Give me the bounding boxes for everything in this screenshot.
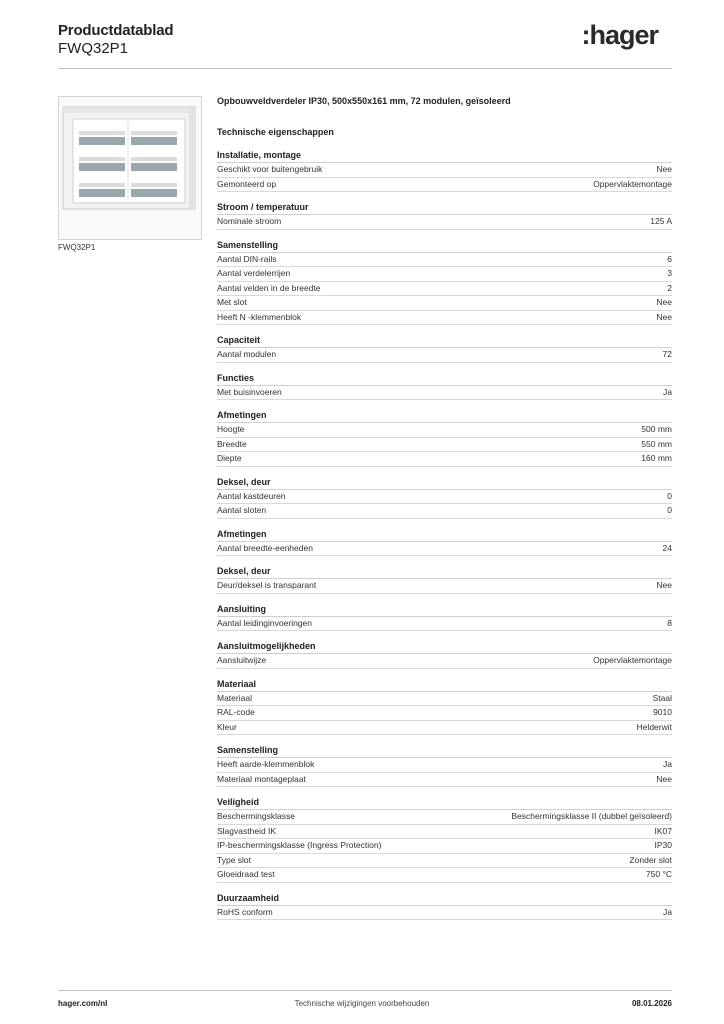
section-title: Aansluiting (217, 602, 672, 617)
spec-row (217, 438, 672, 453)
hager-logo (558, 20, 658, 50)
spec-label: Materiaal montageplaat (217, 773, 306, 784)
spec-value: Ja (663, 759, 672, 769)
distribution-cabinet-image (59, 97, 201, 239)
spec-value: Helderwit (636, 721, 672, 732)
spec-section (217, 639, 672, 669)
spec-section (217, 602, 672, 632)
spec-label: Beschermingsklasse (217, 811, 295, 821)
spec-section (217, 408, 672, 467)
spec-section (217, 891, 672, 921)
spec-sections (217, 148, 672, 920)
spec-label: Heeft N -klemmenblok (217, 311, 302, 322)
section-title: Capaciteit (217, 333, 672, 348)
spec-row (217, 758, 672, 773)
spec-row (217, 868, 672, 883)
section-title: Samenstelling (217, 238, 672, 253)
product-description: Opbouwveldverdeler IP30, 500x550x161 mm, 72 modulen, geïsoleerd (217, 96, 511, 106)
spec-row (217, 348, 672, 363)
spec-value: Oppervlaktemontage (593, 655, 672, 665)
spec-section (217, 743, 672, 787)
product-image-caption: FWQ32P1 (58, 243, 96, 252)
spec-row (217, 773, 672, 788)
spec-row (217, 253, 672, 268)
spec-value: Staal (652, 692, 672, 703)
document-subtitle: FWQ32P1 (58, 40, 129, 57)
spec-section (217, 564, 672, 594)
footer-disclaimer: Technische wijzigingen voorbehouden (294, 999, 430, 1008)
spec-value: 6 (667, 253, 672, 264)
spec-row (217, 579, 672, 594)
spec-value: 160 mm (641, 453, 672, 463)
spec-value: 8 (667, 617, 672, 628)
spec-label: Breedte (217, 438, 247, 449)
document-title: Productdatablad (58, 22, 174, 39)
spec-label: IP-beschermingsklasse (Ingress Protection) (217, 840, 382, 850)
spec-section (217, 371, 672, 401)
logo-text: :hager (581, 20, 658, 50)
spec-label: Aantal verdelerrijen (217, 268, 291, 278)
spec-value: 0 (667, 505, 672, 515)
spec-section (217, 677, 672, 736)
spec-label: Aantal sloten (217, 505, 267, 515)
section-title: Functies (217, 371, 672, 386)
spec-label: Gemonteerd op (217, 178, 277, 189)
spec-value: 2 (667, 282, 672, 293)
spec-label: Kleur (217, 721, 237, 732)
footer-date: 08.01.2026 (631, 999, 672, 1008)
section-title: Duurzaamheid (217, 891, 672, 906)
spec-value: Nee (656, 297, 672, 307)
spec-section (217, 527, 672, 557)
spec-label: Aantal kastdeuren (217, 490, 286, 501)
section-title: Deksel, deur (217, 564, 672, 579)
spec-label: RoHS conform (217, 906, 273, 917)
spec-section (217, 200, 672, 230)
spec-label: Gloeidraad test (217, 869, 275, 879)
spec-row (217, 163, 672, 178)
section-title: Afmetingen (217, 408, 672, 423)
section-title: Afmetingen (217, 527, 672, 542)
footer-divider (58, 990, 672, 991)
spec-value: Oppervlaktemontage (593, 178, 672, 189)
spec-row (217, 654, 672, 669)
spec-label: Aantal modulen (217, 349, 277, 359)
spec-row (217, 825, 672, 840)
spec-value: Nee (656, 311, 672, 322)
spec-value: 500 mm (641, 424, 672, 434)
spec-section (217, 795, 672, 883)
spec-value: Beschermingsklasse II (dubbel geïsoleerd) (511, 811, 672, 821)
page-header (58, 20, 672, 70)
spec-value: 24 (662, 542, 672, 553)
spec-label: Deur/deksel is transparant (217, 580, 317, 590)
spec-row (217, 267, 672, 282)
spec-label: Materiaal (217, 692, 252, 703)
spec-row (217, 721, 672, 736)
header-divider (58, 68, 672, 69)
spec-section (217, 333, 672, 363)
spec-label: Slagvastheid IK (217, 825, 277, 836)
spec-value: 3 (667, 268, 672, 278)
tech-properties-title: Technische eigenschappen (217, 127, 334, 137)
spec-label: Aantal DIN-rails (217, 253, 277, 264)
spec-value: 72 (662, 349, 672, 359)
spec-label: Aantal breedte-eenheden (217, 542, 313, 553)
spec-row (217, 810, 672, 825)
spec-value: 0 (667, 490, 672, 501)
spec-label: Geschikt voor buitengebruik (217, 164, 323, 174)
spec-row (217, 311, 672, 326)
spec-content (217, 94, 672, 928)
spec-row (217, 504, 672, 519)
spec-row (217, 282, 672, 297)
spec-value: 9010 (653, 707, 672, 717)
spec-value: 550 mm (641, 438, 672, 449)
spec-value: Ja (663, 386, 672, 397)
section-title: Materiaal (217, 677, 672, 692)
section-title: Installatie, montage (217, 148, 672, 163)
spec-row (217, 692, 672, 707)
spec-label: Type slot (217, 854, 252, 865)
spec-row (217, 296, 672, 311)
section-title: Samenstelling (217, 743, 672, 758)
spec-row (217, 617, 672, 632)
spec-row (217, 423, 672, 438)
spec-value: Zonder slot (629, 854, 672, 865)
spec-row (217, 215, 672, 230)
spec-label: Hoogte (217, 424, 245, 434)
spec-label: RAL-code (217, 707, 255, 717)
spec-row (217, 906, 672, 921)
spec-row (217, 839, 672, 854)
spec-value: Nee (656, 164, 672, 174)
spec-row (217, 452, 672, 467)
spec-value: Nee (656, 580, 672, 590)
spec-value: IK07 (654, 825, 672, 836)
spec-row (217, 386, 672, 401)
footer-website: hager.com/nl (58, 999, 108, 1008)
spec-row (217, 706, 672, 721)
spec-label: Diepte (217, 453, 242, 463)
spec-value: Nee (656, 773, 672, 784)
spec-section (217, 475, 672, 519)
spec-section (217, 148, 672, 192)
section-title: Aansluitmogelijkheden (217, 639, 672, 654)
spec-label: Aantal velden in de breedte (217, 282, 321, 293)
spec-value: 750 °C (645, 869, 672, 879)
spec-row (217, 542, 672, 557)
spec-label: Nominale stroom (217, 216, 282, 226)
spec-label: Heeft aarde-klemmenblok (217, 759, 315, 769)
spec-row (217, 854, 672, 869)
section-title: Deksel, deur (217, 475, 672, 490)
spec-row (217, 490, 672, 505)
spec-value: Ja (663, 906, 672, 917)
product-image (58, 96, 202, 240)
spec-label: Met buisinvoeren (217, 386, 282, 397)
section-title: Stroom / temperatuur (217, 200, 672, 215)
spec-label: Aansluitwijze (217, 655, 267, 665)
spec-value: 125 A (650, 216, 672, 226)
section-title: Veiligheid (217, 795, 672, 810)
spec-section (217, 238, 672, 326)
spec-value: IP30 (654, 840, 672, 850)
spec-row (217, 178, 672, 193)
spec-label: Aantal leidinginvoeringen (217, 617, 312, 628)
spec-label: Met slot (217, 297, 247, 307)
